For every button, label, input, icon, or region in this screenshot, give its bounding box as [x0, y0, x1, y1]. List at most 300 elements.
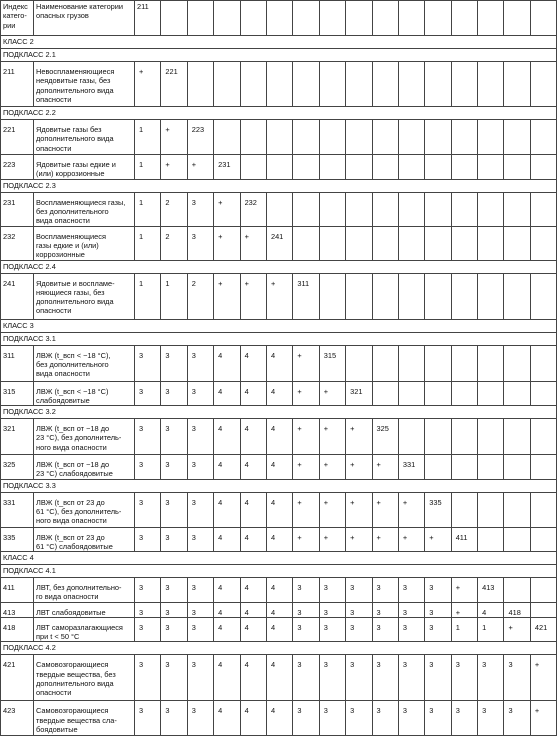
compatibility-value: +: [425, 527, 451, 552]
table-row: [1, 602, 557, 617]
empty-cell: [478, 226, 504, 260]
compatibility-value: 3: [187, 226, 213, 260]
empty-cell: [530, 226, 556, 260]
empty-cell: [319, 62, 345, 107]
compatibility-value: 2: [161, 226, 187, 260]
compatibility-value: 4: [240, 617, 266, 642]
header-empty-cell: [240, 1, 266, 36]
compatibility-value: 3: [135, 578, 161, 603]
category-index: 315: [1, 381, 34, 406]
compatibility-value: +: [240, 273, 266, 319]
empty-cell: [293, 226, 319, 260]
category-index: 325: [1, 455, 34, 480]
compatibility-value: 418: [504, 602, 530, 617]
compatibility-value: 1: [451, 617, 477, 642]
table-row: [1, 527, 557, 552]
compatibility-value: 4: [240, 455, 266, 480]
empty-cell: [319, 120, 345, 155]
empty-cell: [398, 155, 424, 180]
empty-cell: [478, 381, 504, 406]
empty-cell: [451, 192, 477, 226]
compatibility-value: 3: [135, 701, 161, 736]
category-index: 423: [1, 701, 34, 736]
compatibility-value: 321: [346, 381, 372, 406]
compatibility-value: 4: [214, 602, 240, 617]
compatibility-value: 3: [319, 701, 345, 736]
empty-cell: [425, 455, 451, 480]
compatibility-value: 4: [266, 345, 292, 381]
compatibility-value: 3: [346, 701, 372, 736]
compatibility-value: 3: [187, 419, 213, 455]
empty-cell: [293, 155, 319, 180]
compatibility-value: 3: [372, 602, 398, 617]
compatibility-value: 4: [214, 345, 240, 381]
compatibility-value: 241: [266, 226, 292, 260]
category-index: 321: [1, 419, 34, 455]
category-name: Невоспламеняющиеся неядовитые газы, без дополнительного вида опасности: [34, 62, 135, 107]
empty-cell: [372, 273, 398, 319]
compatibility-value: 4: [266, 655, 292, 701]
compatibility-value: 3: [161, 345, 187, 381]
empty-cell: [478, 492, 504, 527]
compatibility-value: 4: [266, 701, 292, 736]
empty-cell: [398, 345, 424, 381]
compatibility-value: 3: [161, 578, 187, 603]
compatibility-value: +: [293, 345, 319, 381]
empty-cell: [530, 381, 556, 406]
compatibility-value: 3: [319, 578, 345, 603]
compatibility-value: 335: [425, 492, 451, 527]
empty-cell: [530, 155, 556, 180]
empty-cell: [346, 120, 372, 155]
compatibility-value: 223: [187, 120, 213, 155]
compatibility-value: 3: [135, 492, 161, 527]
compatibility-value: 413: [478, 578, 504, 603]
section-row: [1, 332, 557, 345]
category-name: ЛВЖ (t_всп от −18 до 23 °С), без дополнитель- ного вида опасности: [34, 419, 135, 455]
compatibility-value: 3: [187, 381, 213, 406]
compatibility-value: 3: [161, 602, 187, 617]
empty-cell: [398, 192, 424, 226]
compatibility-value: +: [293, 455, 319, 480]
empty-cell: [478, 345, 504, 381]
empty-cell: [346, 226, 372, 260]
compatibility-value: 3: [187, 345, 213, 381]
empty-cell: [293, 120, 319, 155]
header-empty-cell: [346, 1, 372, 36]
compatibility-value: 4: [214, 578, 240, 603]
empty-cell: [346, 155, 372, 180]
empty-cell: [478, 120, 504, 155]
empty-cell: [240, 62, 266, 107]
category-index: 223: [1, 155, 34, 180]
section-row: [1, 319, 557, 332]
compatibility-value: 3: [135, 455, 161, 480]
section-row: [1, 565, 557, 578]
empty-cell: [478, 192, 504, 226]
table-row: [1, 455, 557, 480]
header-empty-cell: [372, 1, 398, 36]
compatibility-value: 4: [214, 701, 240, 736]
header-empty-cell: [214, 1, 240, 36]
compatibility-value: +: [346, 455, 372, 480]
compatibility-value: +: [398, 492, 424, 527]
compatibility-value: 2: [161, 192, 187, 226]
compatibility-value: +: [346, 527, 372, 552]
compatibility-value: 231: [214, 155, 240, 180]
compatibility-value: 3: [398, 602, 424, 617]
empty-cell: [372, 155, 398, 180]
compatibility-value: 3: [398, 617, 424, 642]
header-empty-cell: [530, 1, 556, 36]
header-empty-cell: [425, 1, 451, 36]
empty-cell: [266, 155, 292, 180]
compatibility-value: 3: [135, 381, 161, 406]
empty-cell: [478, 527, 504, 552]
compatibility-value: 3: [187, 455, 213, 480]
compatibility-value: 3: [319, 602, 345, 617]
compatibility-value: 3: [293, 578, 319, 603]
category-name: ЛВЖ (t_всп от 23 до 61 °С) слабоядовитые: [34, 527, 135, 552]
header-index: Индекс катего- рии: [1, 1, 34, 36]
empty-cell: [425, 345, 451, 381]
compatibility-value: 3: [161, 381, 187, 406]
compatibility-value: +: [214, 273, 240, 319]
empty-cell: [398, 381, 424, 406]
compatibility-value: +: [319, 455, 345, 480]
compatibility-value: 3: [451, 655, 477, 701]
compatibility-value: +: [293, 381, 319, 406]
table-row: [1, 492, 557, 527]
compatibility-value: 4: [266, 381, 292, 406]
compatibility-value: 3: [187, 701, 213, 736]
empty-cell: [530, 192, 556, 226]
category-name: ЛВЖ (t_всп от −18 до 23 °С) слабоядовитые: [34, 455, 135, 480]
empty-cell: [372, 120, 398, 155]
compatibility-value: +: [530, 655, 556, 701]
empty-cell: [425, 192, 451, 226]
compatibility-value: 3: [425, 617, 451, 642]
empty-cell: [266, 120, 292, 155]
empty-cell: [346, 192, 372, 226]
empty-cell: [451, 62, 477, 107]
empty-cell: [346, 62, 372, 107]
section-title: ПОДКЛАСС 2.2: [1, 107, 557, 120]
compatibility-value: 3: [293, 617, 319, 642]
empty-cell: [478, 273, 504, 319]
compatibility-value: 3: [319, 655, 345, 701]
compatibility-value: 3: [372, 578, 398, 603]
category-name: Ядовитые газы едкие и (или) коррозионные: [34, 155, 135, 180]
category-index: 335: [1, 527, 34, 552]
empty-cell: [504, 226, 530, 260]
empty-cell: [398, 120, 424, 155]
section-title: ПОДКЛАСС 2.3: [1, 179, 557, 192]
empty-cell: [530, 273, 556, 319]
header-empty-cell: [478, 1, 504, 36]
compatibility-value: 3: [504, 701, 530, 736]
header-name: Наименование категории опасных грузов: [34, 1, 135, 36]
empty-cell: [240, 120, 266, 155]
table-row: [1, 155, 557, 180]
compatibility-value: 3: [346, 617, 372, 642]
header-empty-cell: [319, 1, 345, 36]
compatibility-value: 3: [319, 617, 345, 642]
compatibility-value: 4: [266, 578, 292, 603]
empty-cell: [451, 419, 477, 455]
compatibility-value: 4: [266, 617, 292, 642]
compatibility-value: 3: [425, 701, 451, 736]
compatibility-value: +: [504, 617, 530, 642]
compatibility-value: 4: [240, 419, 266, 455]
empty-cell: [451, 492, 477, 527]
empty-cell: [372, 345, 398, 381]
table-row: [1, 419, 557, 455]
compatibility-value: 3: [161, 701, 187, 736]
compatibility-value: +: [135, 62, 161, 107]
empty-cell: [425, 273, 451, 319]
category-index: 413: [1, 602, 34, 617]
category-name: Самовозгорающиеся твердые вещества, без дополнительного вида опасности: [34, 655, 135, 701]
compatibility-value: 3: [372, 701, 398, 736]
empty-cell: [319, 226, 345, 260]
empty-cell: [451, 120, 477, 155]
compatibility-value: 3: [161, 455, 187, 480]
compatibility-value: 3: [372, 655, 398, 701]
section-row: [1, 552, 557, 565]
compatibility-value: 3: [161, 527, 187, 552]
section-row: [1, 642, 557, 655]
compatibility-value: 3: [135, 617, 161, 642]
section-row: [1, 107, 557, 120]
compatibility-value: +: [346, 419, 372, 455]
empty-cell: [240, 155, 266, 180]
compatibility-value: 232: [240, 192, 266, 226]
section-title: КЛАСС 3: [1, 319, 557, 332]
compatibility-value: 3: [451, 701, 477, 736]
header-row: [1, 1, 557, 36]
compatibility-value: 1: [478, 617, 504, 642]
compatibility-value: 3: [187, 527, 213, 552]
table-row: [1, 655, 557, 701]
section-title: ПОДКЛАСС 2.1: [1, 49, 557, 62]
compatibility-value: 3: [346, 578, 372, 603]
empty-cell: [451, 381, 477, 406]
compatibility-value: +: [346, 492, 372, 527]
compatibility-value: 1: [135, 192, 161, 226]
table-row: [1, 578, 557, 603]
compatibility-value: +: [266, 273, 292, 319]
compatibility-value: 4: [214, 419, 240, 455]
section-title: ПОДКЛАСС 3.1: [1, 332, 557, 345]
table-row: [1, 381, 557, 406]
empty-cell: [478, 455, 504, 480]
empty-cell: [530, 455, 556, 480]
compatibility-value: 411: [451, 527, 477, 552]
empty-cell: [425, 226, 451, 260]
section-row: [1, 179, 557, 192]
compatibility-value: +: [372, 492, 398, 527]
empty-cell: [451, 273, 477, 319]
section-title: ПОДКЛАСС 3.3: [1, 479, 557, 492]
empty-cell: [504, 455, 530, 480]
empty-cell: [398, 62, 424, 107]
compatibility-value: 4: [240, 655, 266, 701]
compatibility-value: 4: [266, 492, 292, 527]
section-title: КЛАСС 4: [1, 552, 557, 565]
compatibility-value: 4: [214, 655, 240, 701]
category-index: 421: [1, 655, 34, 701]
compatibility-value: 311: [293, 273, 319, 319]
compatibility-value: 1: [161, 273, 187, 319]
table-row: [1, 617, 557, 642]
compatibility-value: +: [530, 701, 556, 736]
compatibility-value: 3: [478, 701, 504, 736]
empty-cell: [530, 345, 556, 381]
category-index: 241: [1, 273, 34, 319]
compatibility-value: 3: [161, 419, 187, 455]
empty-cell: [530, 602, 556, 617]
compatibility-value: 4: [478, 602, 504, 617]
empty-cell: [504, 62, 530, 107]
category-name: Воспламеняющиеся газы, без дополнительного вида опасности: [34, 192, 135, 226]
empty-cell: [346, 273, 372, 319]
compatibility-value: 3: [293, 602, 319, 617]
category-index: 311: [1, 345, 34, 381]
compatibility-value: 3: [346, 655, 372, 701]
empty-cell: [319, 273, 345, 319]
empty-cell: [214, 62, 240, 107]
empty-cell: [293, 62, 319, 107]
category-index: 411: [1, 578, 34, 603]
header-empty-cell: [187, 1, 213, 36]
compatibility-value: +: [161, 155, 187, 180]
empty-cell: [425, 381, 451, 406]
header-empty-cell: [293, 1, 319, 36]
empty-cell: [504, 492, 530, 527]
empty-cell: [530, 578, 556, 603]
compatibility-value: 4: [240, 527, 266, 552]
compatibility-value: 4: [266, 527, 292, 552]
compatibility-value: 221: [161, 62, 187, 107]
compatibility-value: 3: [478, 655, 504, 701]
empty-cell: [504, 155, 530, 180]
compatibility-value: +: [187, 155, 213, 180]
compatibility-value: 4: [266, 419, 292, 455]
table-row: [1, 273, 557, 319]
empty-cell: [530, 62, 556, 107]
compatibility-value: 1: [135, 155, 161, 180]
compatibility-value: 3: [187, 492, 213, 527]
empty-cell: [319, 155, 345, 180]
empty-cell: [451, 345, 477, 381]
header-empty-cell: [266, 1, 292, 36]
compatibility-value: +: [372, 527, 398, 552]
compatibility-value: +: [398, 527, 424, 552]
empty-cell: [425, 419, 451, 455]
section-title: ПОДКЛАСС 4.1: [1, 565, 557, 578]
compatibility-value: 3: [293, 701, 319, 736]
compatibility-value: 3: [425, 655, 451, 701]
compatibility-value: 4: [266, 602, 292, 617]
empty-cell: [398, 273, 424, 319]
empty-cell: [425, 62, 451, 107]
category-name: Воспламеняющиеся газы едкие и (или) коррозионные: [34, 226, 135, 260]
table-row: [1, 345, 557, 381]
empty-cell: [187, 62, 213, 107]
table-row: [1, 226, 557, 260]
category-name: ЛВТ саморазлагающиеся при t < 50 °С: [34, 617, 135, 642]
empty-cell: [504, 578, 530, 603]
compatibility-value: 4: [240, 381, 266, 406]
empty-cell: [478, 62, 504, 107]
category-name: ЛВЖ (t_всп от 23 до 61 °С), без дополнитель- ного вида опасности: [34, 492, 135, 527]
compatibility-value: +: [319, 492, 345, 527]
compatibility-value: 3: [398, 701, 424, 736]
header-first-code: 211: [135, 1, 161, 36]
compatibility-value: 331: [398, 455, 424, 480]
section-row: [1, 260, 557, 273]
compatibility-value: 3: [398, 655, 424, 701]
empty-cell: [504, 273, 530, 319]
category-name: Ядовитые газы без дополнительного вида опасности: [34, 120, 135, 155]
compatibility-value: 1: [135, 120, 161, 155]
empty-cell: [478, 155, 504, 180]
empty-cell: [530, 419, 556, 455]
category-name: Ядовитые и воспламе- няющиеся газы, без дополнительного вида опасности: [34, 273, 135, 319]
empty-cell: [530, 120, 556, 155]
empty-cell: [346, 345, 372, 381]
compatibility-value: +: [451, 602, 477, 617]
empty-cell: [266, 62, 292, 107]
header-empty-cell: [451, 1, 477, 36]
compatibility-value: 3: [398, 578, 424, 603]
empty-cell: [372, 381, 398, 406]
compatibility-value: 3: [187, 578, 213, 603]
section-title: КЛАСС 2: [1, 36, 557, 49]
compatibility-value: 1: [135, 226, 161, 260]
compatibility-value: 4: [240, 578, 266, 603]
compatibility-value: 4: [240, 345, 266, 381]
table-row: [1, 192, 557, 226]
compatibility-value: 3: [425, 578, 451, 603]
empty-cell: [504, 345, 530, 381]
compatibility-value: 3: [161, 617, 187, 642]
compatibility-value: 3: [135, 345, 161, 381]
compatibility-value: 315: [319, 345, 345, 381]
section-row: [1, 406, 557, 419]
empty-cell: [425, 120, 451, 155]
category-index: 221: [1, 120, 34, 155]
category-index: 418: [1, 617, 34, 642]
compatibility-value: +: [319, 381, 345, 406]
category-name: ЛВТ, без дополнительно- го вида опасности: [34, 578, 135, 603]
compatibility-value: +: [214, 192, 240, 226]
compatibility-value: 3: [187, 617, 213, 642]
compatibility-value: 3: [187, 192, 213, 226]
compatibility-value: 3: [372, 617, 398, 642]
empty-cell: [530, 492, 556, 527]
empty-cell: [478, 419, 504, 455]
category-name: ЛВЖ (t_всп < −18 °С), без дополнительного вида опасности: [34, 345, 135, 381]
empty-cell: [504, 527, 530, 552]
compatibility-value: 3: [161, 492, 187, 527]
compatibility-value: +: [240, 226, 266, 260]
empty-cell: [504, 381, 530, 406]
empty-cell: [451, 455, 477, 480]
empty-cell: [266, 192, 292, 226]
category-name: ЛВЖ (t_всп < −18 °С) слабоядовитые: [34, 381, 135, 406]
